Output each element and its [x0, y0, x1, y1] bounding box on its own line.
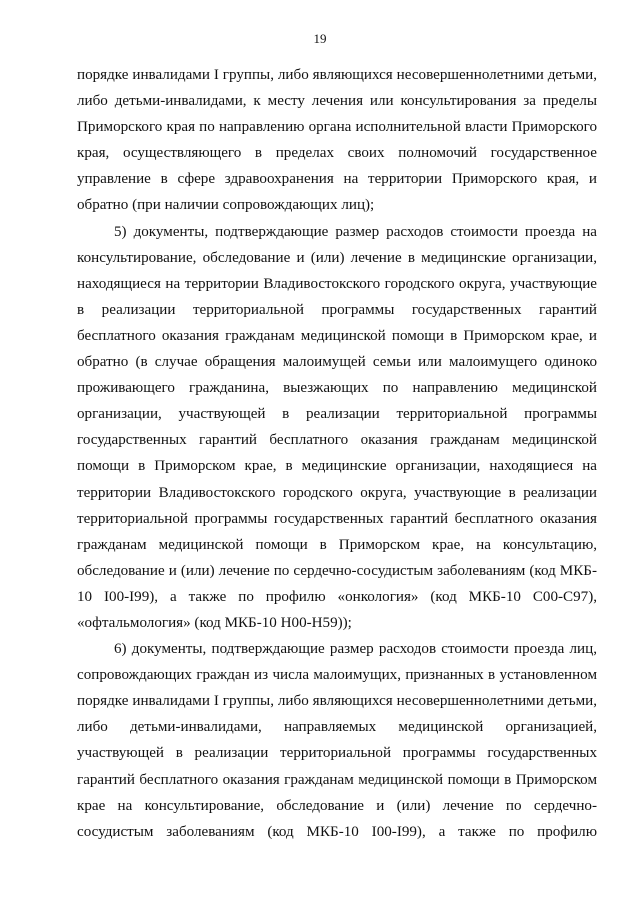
- text-line: либо детьми-инвалидами, к месту лечения или консультирования за пределы: [77, 93, 597, 110]
- text-line: гражданам медицинской помощи в Приморском крае, на консультацию,: [77, 536, 597, 553]
- text-line: государственных гарантий бесплатного оказания гражданам медицинской: [77, 432, 597, 449]
- text-line: находящиеся на территории Владивостокского городского округа, участвующие: [77, 275, 597, 292]
- text-line: края, осуществляющего в пределах своих полномочий государственное: [77, 145, 597, 162]
- text-line: 10 I00-I99), а также по профилю «онкология» (код МКБ-10 С00-С97),: [77, 588, 597, 605]
- text-line: 6) документы, подтверждающие размер расходов стоимости проезда лиц,: [114, 641, 597, 658]
- text-line: управление в сфере здравоохранения на территории Приморского края, и: [77, 171, 597, 188]
- text-line: бесплатного оказания гражданам медицинской помощи в Приморском крае, и: [77, 327, 597, 344]
- text-line: порядке инвалидами I группы, либо являющихся несовершеннолетними детьми,: [77, 67, 597, 83]
- text-line: территориальной программы государственных гарантий бесплатного оказания: [77, 510, 597, 527]
- text-line: «офтальмология» (код МКБ-10 Н00-Н59));: [77, 614, 352, 631]
- page-number: 19: [313, 31, 327, 46]
- text-line: 5) документы, подтверждающие размер расходов стоимости проезда на: [114, 223, 597, 240]
- text-line: участвующей в реализации территориальной программы государственных: [77, 745, 597, 762]
- text-line: проживающего гражданина, выезжающих по направлению медицинской: [77, 380, 597, 397]
- text-line: организации, участвующей в реализации территориальной программы: [77, 406, 597, 423]
- text-line: крае на консультирование, обследование и (или) лечение по сердечно-: [77, 797, 597, 814]
- text-line: территории Владивостокского городского округа, участвующие в реализации: [77, 484, 597, 501]
- text-line: обратно (в случае обращения малоимущей семьи или малоимущего одиноко: [77, 354, 597, 371]
- text-line: сопровождающих граждан из числа малоимущих, признанных в установленном: [77, 667, 597, 684]
- document-body: [77, 62, 597, 845]
- text-line: в реализации территориальной программы государственных гарантий: [77, 301, 597, 318]
- text-line: помощи в Приморском крае, в медицинские организации, находящиеся на: [77, 458, 597, 475]
- text-line: консультирование, обследование и (или) лечение в медицинские организации,: [77, 249, 597, 266]
- text-line: порядке инвалидами I группы, либо являющихся несовершеннолетними детьми,: [77, 693, 597, 710]
- text-line: Приморского края по направлению органа исполнительной власти Приморского: [77, 119, 597, 136]
- text-line: обратно (при наличии сопровождающих лиц);: [77, 197, 375, 214]
- text-line: гарантий бесплатного оказания гражданам медицинской помощи в Приморском: [77, 771, 597, 788]
- text-line: обследование и (или) лечение по сердечно-сосудистым заболеваниям (код МКБ-: [77, 562, 597, 579]
- text-line: либо детьми-инвалидами, направляемых медицинской организацией,: [77, 719, 597, 736]
- text-line: сосудистым заболеваниям (код МКБ-10 I00-I99), а также по профилю: [77, 823, 597, 840]
